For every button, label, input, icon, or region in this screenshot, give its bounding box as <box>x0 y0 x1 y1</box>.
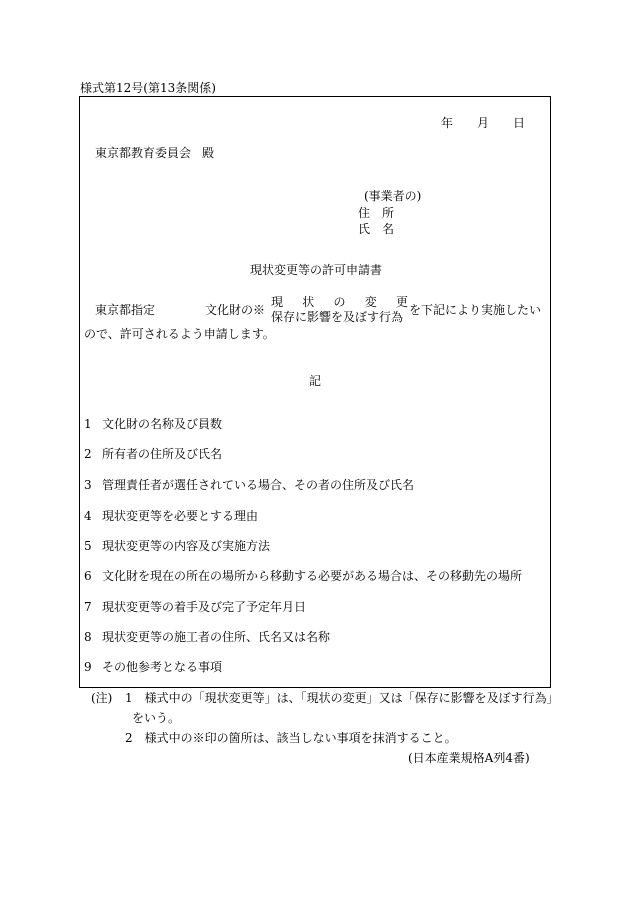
item-number: 5 <box>84 539 92 553</box>
form-number-label: 様式第12号(第13条関係) <box>80 81 216 95</box>
list-item <box>84 630 330 645</box>
item-text: 文化財の名称及び員数 <box>102 417 223 431</box>
list-item <box>84 569 522 584</box>
item-text: その他参考となる事項 <box>102 660 223 674</box>
option-char: 状 <box>302 295 315 309</box>
list-item <box>84 660 222 675</box>
item-text: 文化財を現在の所在の場所から移動する必要がある場合は、その移動先の場所 <box>102 569 523 583</box>
item-text: 管理責任者が選任されている場合、その者の住所及び氏名 <box>102 478 415 492</box>
item-number: 9 <box>84 660 92 674</box>
body-text-designation: 東京都指定 <box>95 303 156 317</box>
item-number: 3 <box>84 478 92 492</box>
item-text: 現状変更等の着手及び完了予定年月日 <box>102 600 307 614</box>
paper-standard-label: (日本産業規格A列4番) <box>408 751 530 765</box>
document-title: 現状変更等の許可申請書 <box>250 263 383 277</box>
list-item <box>84 447 222 462</box>
notes-label: (注) <box>91 691 113 705</box>
note-1: 1 様式中の「現状変更等」は、「現状の変更」又は「保存に影響を及ぼす行為」 <box>125 691 559 705</box>
option-char: の <box>333 295 346 309</box>
item-text: 現状変更等の施工者の住所、氏名又は名称 <box>102 630 331 644</box>
item-number: 7 <box>84 600 92 614</box>
list-item <box>84 600 306 615</box>
addressee-suffix: 殿 <box>202 146 215 160</box>
note-1-continuation: をいう。 <box>132 711 181 725</box>
item-number: 2 <box>84 447 92 461</box>
list-item <box>84 509 258 524</box>
item-number: 8 <box>84 630 92 644</box>
applicant-name-label: 氏 名 <box>358 222 395 236</box>
item-text: 現状変更等の内容及び実施方法 <box>102 539 271 553</box>
item-number: 4 <box>84 509 92 523</box>
item-number: 6 <box>84 569 92 583</box>
date-month-label: 月 <box>477 116 490 130</box>
ki-heading: 記 <box>309 374 322 388</box>
item-text: 所有者の住所及び氏名 <box>102 447 223 461</box>
item-number: 1 <box>84 417 92 431</box>
list-item <box>84 417 222 432</box>
option-current-state-change <box>271 295 408 310</box>
option-char: 現 <box>271 295 284 309</box>
addressee-name: 東京都教育委員会 <box>95 146 192 160</box>
body-text-line2: ので、許可されるよう申請します。 <box>84 327 275 341</box>
option-char: 更 <box>395 295 408 309</box>
option-preservation-impact: 保存に影響を及ぼす行為 <box>271 310 404 324</box>
list-item <box>84 478 414 493</box>
option-char: 変 <box>364 295 377 309</box>
note-2: 2 様式中の※印の箇所は、該当しない事項を抹消すること。 <box>125 731 457 745</box>
item-text: 現状変更等を必要とする理由 <box>102 509 259 523</box>
body-text-cultural-property: 文化財の※ <box>205 303 266 317</box>
date-day-label: 日 <box>513 116 526 130</box>
applicant-address-label: 住 所 <box>358 206 395 220</box>
body-text-request: を下記により実施したい <box>409 303 542 317</box>
applicant-label: (事業者の) <box>364 189 422 203</box>
list-item <box>84 539 270 554</box>
date-year-label: 年 <box>441 116 454 130</box>
